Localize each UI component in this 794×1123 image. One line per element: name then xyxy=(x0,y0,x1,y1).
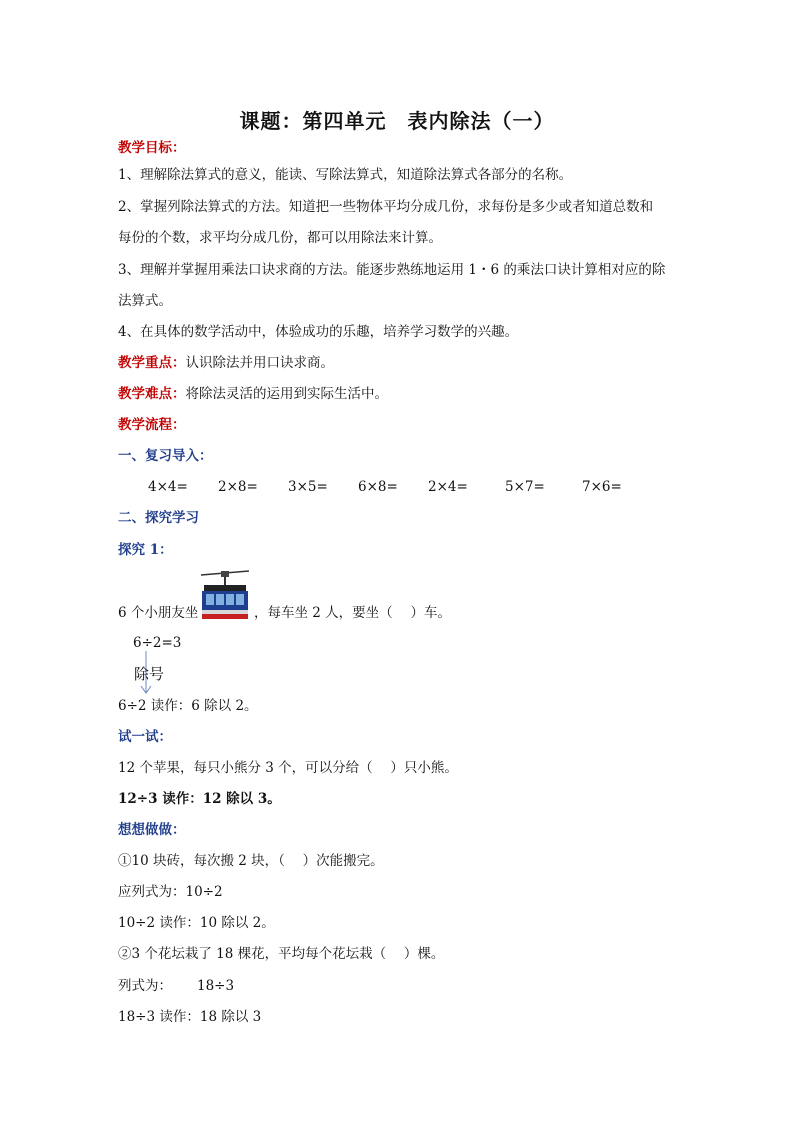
explore-1-heading: 探究 1： xyxy=(118,542,173,558)
objective-line-1: 1、理解除法算式的意义，能读、写除法算式，知道除法算式各部分的名称。 xyxy=(118,167,573,183)
division-equation: 6÷2=3 xyxy=(133,635,182,651)
key-point xyxy=(118,354,334,372)
explore-heading: 二、探究学习 xyxy=(118,510,199,526)
try-problem: 12 个苹果，每只小熊分 3 个，可以分给（ ）只小熊。 xyxy=(118,760,458,776)
objective-line-4: 4、在具体的数学活动中，体验成功的乐趣，培养学习数学的兴趣。 xyxy=(118,324,519,340)
explore-problem-end: ，每车坐 2 人，要坐（ ）车。 xyxy=(254,605,451,621)
review-item: 2×8= xyxy=(218,479,258,495)
division-sign-label: 除号 xyxy=(134,665,165,683)
review-item: 6×8= xyxy=(358,479,398,495)
objective-line-3: 3、理解并掌握用乘法口诀求商的方法。能逐步熟练地运用 1・6 的乘法口诀计算相对应的除 xyxy=(118,262,666,278)
objective-line-2: 2、掌握列除法算式的方法。知道把一些物体平均分成几份，求每份是多少或者知道总数和 xyxy=(118,199,654,215)
difficulty-label: 教学难点： xyxy=(118,386,186,402)
review-item: 3×5= xyxy=(288,479,328,495)
try-heading: 试一试： xyxy=(118,729,172,745)
process-heading: 教学流程： xyxy=(118,417,186,433)
difficulty xyxy=(118,385,388,403)
think-reading-2: 18÷3 读作：18 除以 3 xyxy=(118,1009,262,1025)
think-reading-1: 10÷2 读作：10 除以 2。 xyxy=(118,915,275,931)
think-formula-1: 应列式为：10÷2 xyxy=(118,884,223,900)
review-item: 7×6= xyxy=(582,479,622,495)
objectives-heading: 教学目标： xyxy=(118,140,186,156)
cable-car-icon xyxy=(201,569,249,621)
review-item: 2×4= xyxy=(428,479,468,495)
review-item: 5×7= xyxy=(505,479,545,495)
think-question-2: ②3 个花坛栽了 18 棵花，平均每个花坛栽（ ）棵。 xyxy=(118,946,445,962)
think-heading: 想想做做： xyxy=(118,822,186,838)
think-formula-2-label: 列式为： xyxy=(118,978,172,994)
review-item: 4×4= xyxy=(148,479,188,495)
key-point-label: 教学重点： xyxy=(118,355,186,371)
page-title: 课题：第四单元 表内除法（一） xyxy=(239,109,555,133)
think-formula-2: 18÷3 xyxy=(197,978,235,994)
division-reading: 6÷2 读作：6 除以 2。 xyxy=(118,698,258,714)
objective-line-3-cont: 法算式。 xyxy=(118,293,172,309)
difficulty-text: 将除法灵活的运用到实际生活中。 xyxy=(185,386,388,402)
explore-problem-start: 6 个小朋友坐 xyxy=(118,605,199,621)
think-question-1: ①10 块砖，每次搬 2 块，（ ）次能搬完。 xyxy=(118,853,384,869)
key-point-text: 认识除法并用口诀求商。 xyxy=(185,355,334,371)
review-heading: 一、复习导入： xyxy=(118,448,213,464)
try-reading: 12÷3 读作：12 除以 3。 xyxy=(118,791,281,807)
objective-line-2-cont: 每份的个数，求平均分成几份，都可以用除法来计算。 xyxy=(118,230,442,246)
